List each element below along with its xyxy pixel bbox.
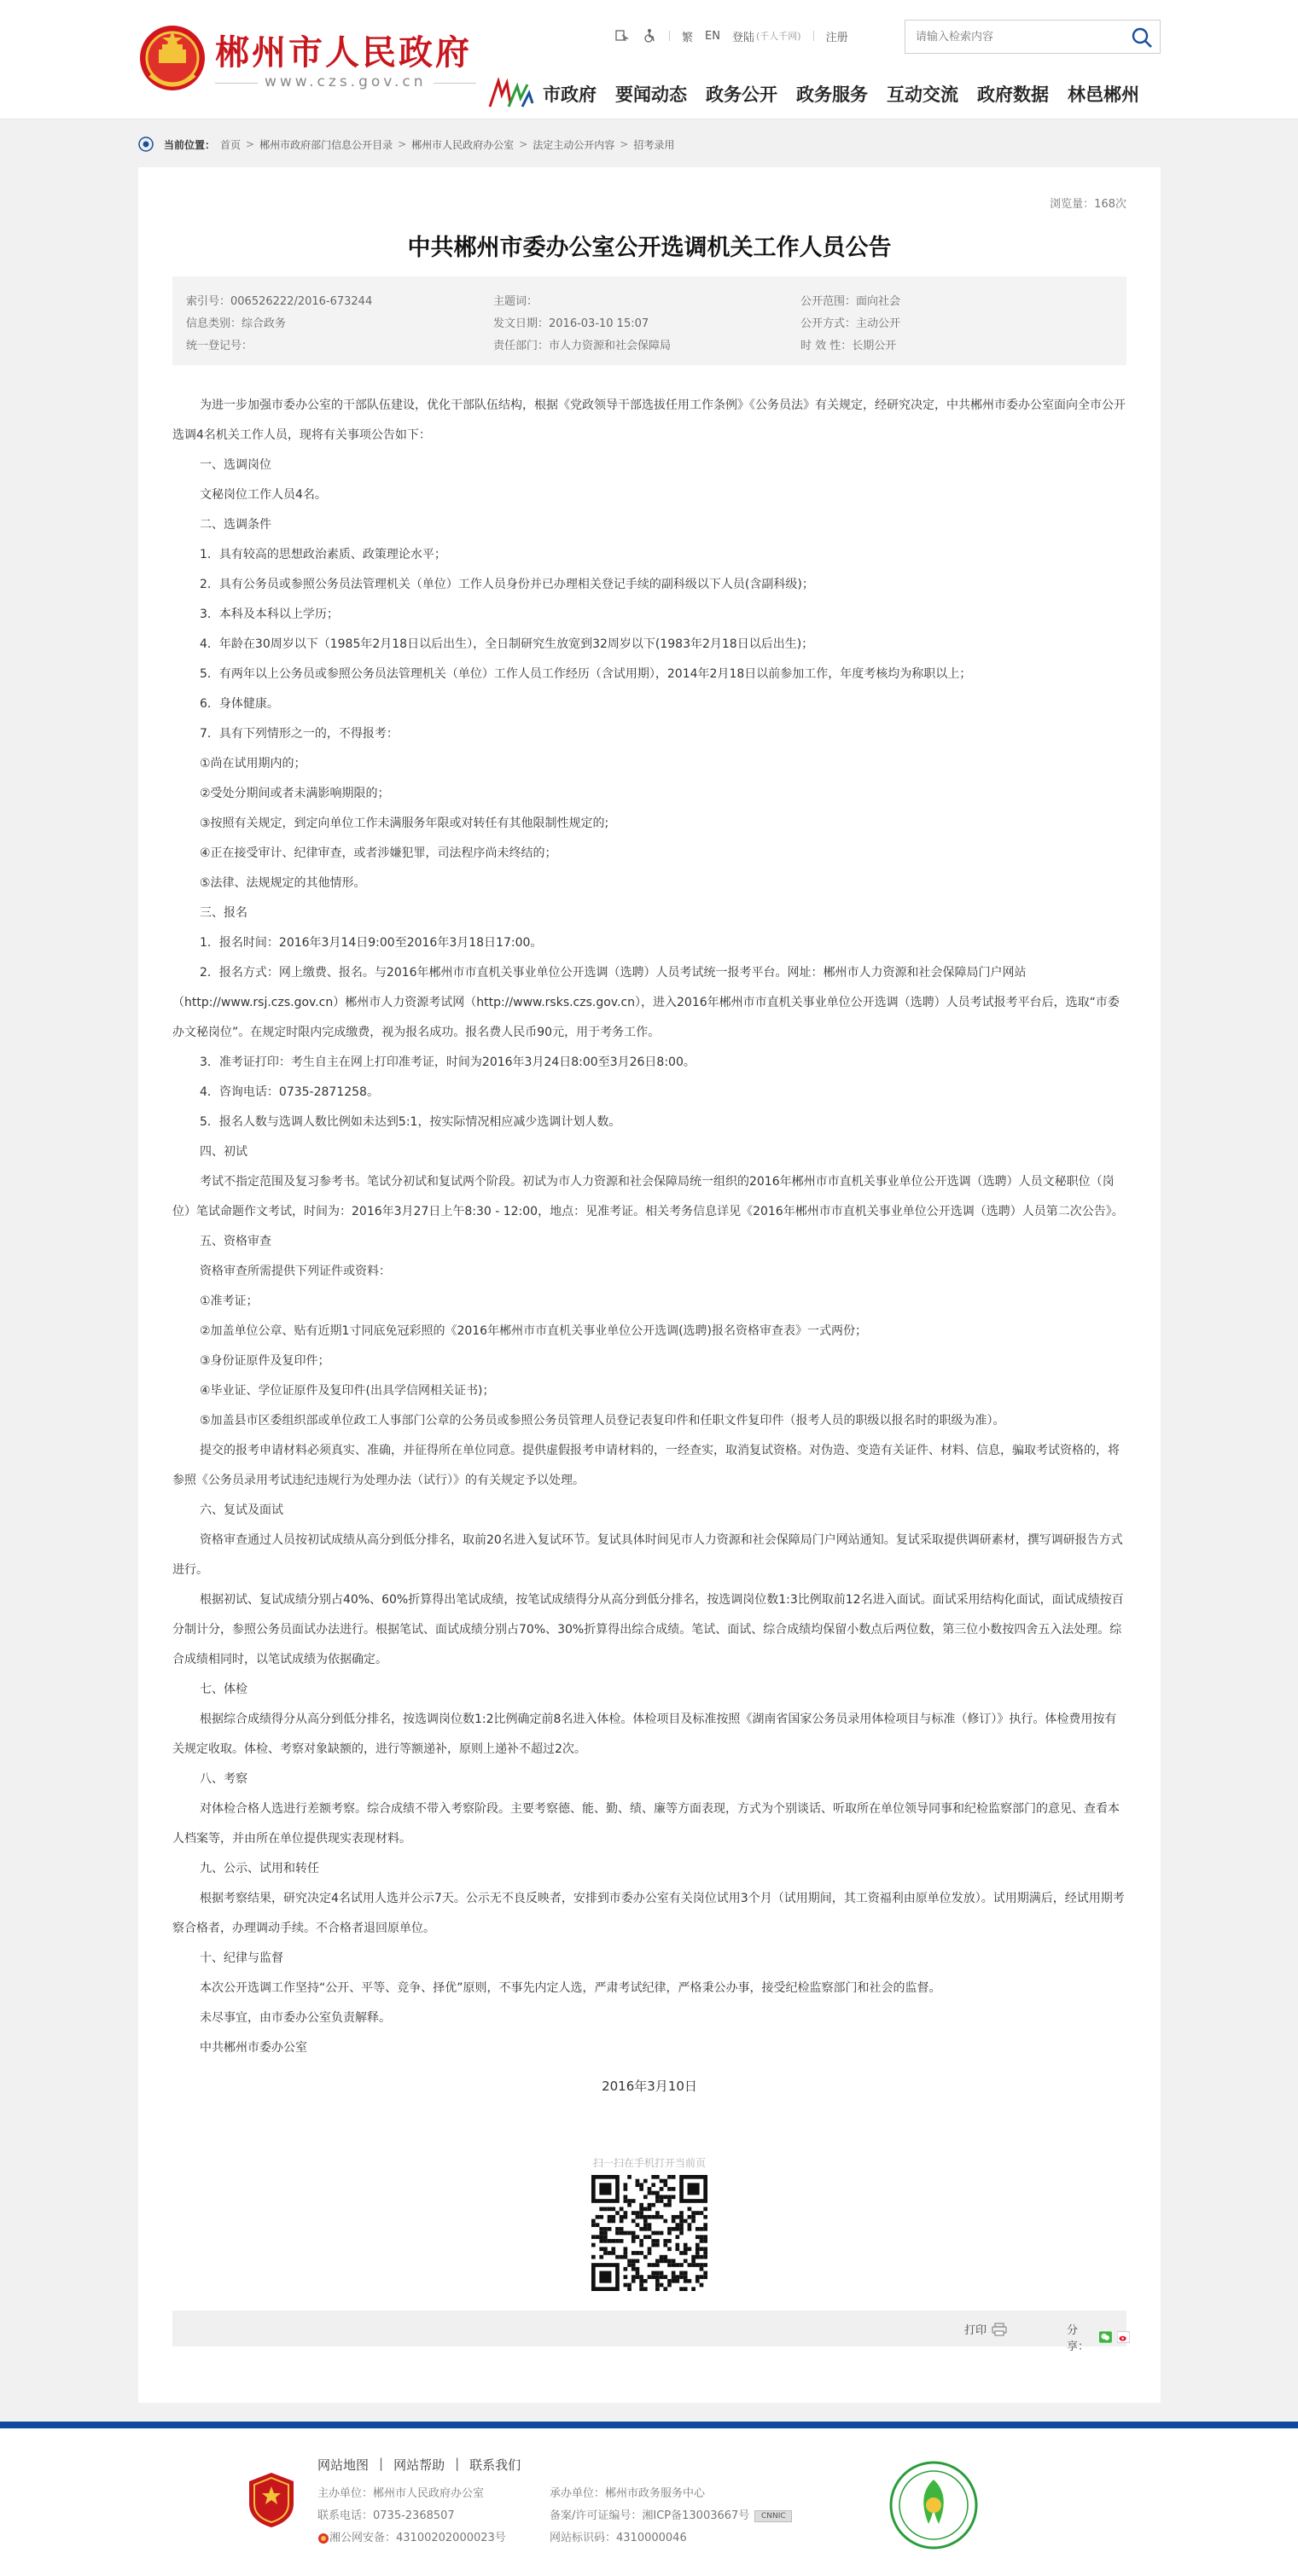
article-paragraph: 5．有两年以上公务员或参照公务员法管理机关（单位）工作人员工作经历（含试用期），2014年2月18日以前参加工作，年度考核均为称职以上； [200, 667, 972, 681]
meta-reg-no: 统一登记号： [186, 340, 253, 352]
party-government-badge-icon[interactable] [246, 2471, 297, 2529]
divider [813, 31, 814, 41]
article-paragraph: 1．具有较高的思想政治素质、政策理论水平； [200, 548, 446, 561]
article-paragraph: 六、复试及面试 [200, 1503, 283, 1517]
share-label: 分享： [1067, 2324, 1090, 2353]
divider [669, 31, 670, 41]
site-footer [0, 2422, 1298, 2576]
article-paragraph: 根据初试、复试成绩分别占40%、60%折算得出笔试成绩，按笔试成绩得分从高分到低分排名，按选调岗位数1:3比例取前12名进入面试。面试采用结构化面试，面试成绩按百分制计分，参照公务员面试办法进行。根据笔试、面试成绩分别占70%、30%折算得出综合成绩。笔试、面试、综合成绩均保留小数点后两位数，第三位小数按四舍五入法处理。综合成绩相同时，以笔试成绩为依据确定。 [172, 1593, 1124, 1666]
english-link[interactable]: EN [705, 29, 720, 43]
footer-police[interactable]: 湘公网安备：43100202000023号 [329, 2532, 506, 2544]
article-paragraph: ③身份证原件及复印件； [200, 1354, 330, 1368]
site-logo[interactable] [138, 20, 480, 99]
search-icon[interactable] [1131, 26, 1153, 49]
nav-city-government[interactable]: 市政府 [543, 84, 597, 105]
article-paragraph: 7．具有下列情形之一的，不得报考： [200, 727, 399, 741]
barrier-free-icon[interactable] [642, 28, 657, 44]
article-paragraph: 4．年龄在30周岁以下（1985年2月18日以后出生），全日制研究生放宽到32周岁以下(1983年2月18日以后出生)； [200, 637, 814, 651]
article-paragraph: ⑤法律、法规规定的其他情形。 [200, 876, 366, 890]
article-paragraph: ⑤加盖县市区委组织部或单位政工人事部门公章的公务员或参照公务员管理人员登记表复印件和任职文件复印件（报考人员的职级以报名时的职级为准）。 [200, 1414, 1005, 1428]
breadcrumb: 当前位置： 首页 > 郴州市政府部门信息公开目录 > 郴州市人民政府办公室 > 法定主动公开内容 > 招考录用 [138, 135, 674, 154]
footer-links: 网站地图 | 网站帮助 | 联系我们 [317, 2456, 521, 2473]
meta-subject: 主题词： [493, 295, 538, 308]
breadcrumb-recruitment[interactable]: 招考录用 [633, 138, 675, 151]
search-box [905, 20, 1161, 54]
qr-caption: 扫一扫在手机打开当前页 [592, 2157, 706, 2169]
nav-gov-data[interactable]: 政府数据 [977, 84, 1049, 105]
meta-category: 信息类别：综合政务 [186, 317, 287, 330]
civilized-unit-seal-icon[interactable] [889, 2461, 978, 2550]
top-links [614, 26, 860, 46]
article-paragraph: ①准考证； [200, 1294, 259, 1308]
article-paragraph: 2．具有公务员或参照公务员法管理机关（单位）工作人员身份并已办理相关登记手续的副科级以下人员(含副科级)； [200, 578, 814, 591]
article-paragraph: 十、纪律与监督 [200, 1951, 283, 1965]
traditional-chinese-link[interactable]: 繁 [682, 31, 694, 44]
article-paragraph: ②受处分期间或者未满影响期限的； [200, 787, 390, 800]
footer-info [317, 2483, 792, 2550]
article-paragraph: 根据综合成绩得分从高分到低分排名，按选调岗位数1:2比例确定前8名进入体检。体检项目及标准按照《湖南省国家公务员录用体检项目与标准（修订）》执行。体检费用按有关规定收取。体检、考察对象缺额的，进行等额递补，原则上递补不超过2次。 [172, 1712, 1117, 1756]
location-pin-icon [138, 137, 154, 152]
print-button[interactable] [964, 2321, 1007, 2337]
article-paragraph: ③按照有关规定，到定向单位工作未满服务年限或对转任有其他限制性规定的; [200, 817, 609, 830]
meta-scope: 公开范围：面向社会 [800, 295, 901, 308]
footer-icp[interactable]: 备案/许可证编号：湘ICP备13003667号 [550, 2509, 750, 2522]
article-paragraph: 资格审查通过人员按初试成绩从高分到低分排名，取前20名进入复试环节。复试具体时间见市人力资源和社会保障局门户网站通知。复试采取提供调研素材，撰写调研报告方式进行。 [172, 1533, 1123, 1577]
national-emblem-icon [138, 24, 207, 94]
article-paragraph: 三、报名 [200, 906, 247, 920]
article-paragraph: 一、选调岗位 [200, 458, 271, 472]
meta-method: 公开方式：主动公开 [800, 317, 901, 330]
footer-host: 主办单位：郴州市人民政府办公室 [317, 2487, 485, 2500]
view-count: 浏览量：168次 [1050, 198, 1126, 211]
login-label: 登陆 [731, 31, 754, 44]
article-body [172, 391, 1126, 2102]
article-paragraph: 七、体检 [200, 1683, 247, 1696]
article-paragraph: 6．身体健康。 [200, 697, 279, 711]
print-label: 打印 [964, 2324, 987, 2337]
article-paragraph: 资格审查所需提供下列证件或资料： [200, 1265, 391, 1278]
footer-sitemap-link[interactable]: 网站地图 [317, 2457, 370, 2473]
article-meta [172, 276, 1126, 365]
article-paragraph: 未尽事宜，由市委办公室负责解释。 [200, 2011, 391, 2025]
article-paragraph: 四、初试 [200, 1145, 247, 1159]
article-container [138, 167, 1161, 2403]
article-paragraph: 八、考察 [200, 1772, 247, 1786]
breadcrumb-statutory-content[interactable]: 法定主动公开内容 [533, 138, 615, 151]
breadcrumb-label: 当前位置： [164, 138, 216, 151]
article-paragraph: 五、资格审查 [200, 1235, 271, 1248]
footer-help-link[interactable]: 网站帮助 [393, 2457, 445, 2473]
article-paragraph: ①尚在试用期内的； [200, 757, 306, 770]
article-paragraph: 提交的报考申请材料必须真实、准确，并征得所在单位同意。提供虚假报考申请材料的，一经查实，取消复试资格。对伪造、变造有关证件、材料、信息，骗取考试资格的，将参照《公务员录用考试违纪违规行为处理办法（试行）》的有关规定予以处理。 [172, 1444, 1120, 1487]
article-sign-date: 2016年3月10日 [602, 2079, 697, 2094]
site-url: www.czs.gov.cn [265, 73, 427, 90]
meta-date: 发文日期：2016-03-10 15:07 [493, 317, 649, 330]
qr-code-icon [591, 2175, 707, 2291]
register-link[interactable]: 注册 [825, 31, 848, 44]
article-paragraph: ②加盖单位公章、贴有近期1寸同底免冠彩照的《2016年郴州市市直机关事业单位公开选调(选聘)报名资格审查表》一式两份； [200, 1324, 868, 1338]
nav-gov-services[interactable]: 政务服务 [796, 84, 868, 105]
article-paragraph: 2．报名方式：网上缴费、报名。与2016年郴州市市直机关事业单位公开选调（选聘）人员考试统一报考平台。网址：郴州市人力资源和社会保障局门户网站（http://www.rsj.czs.gov.cn）郴州市人力资源考试网（http://www.rsks.czs.gov.cn），进入2016年郴州市市直机关事业单位公开选调（选聘）人员考试报考平台后，选取“市委办文秘岗位”。在规定时限内完成缴费，视为报名成功。报名费人民币90元，用于考务工作。 [172, 966, 1120, 1039]
article-paragraph: 文秘岗位工作人员4名。 [200, 488, 327, 502]
wechat-icon[interactable] [1099, 2330, 1112, 2344]
article-paragraph: 根据考察结果，研究决定4名试用人选并公示7天。公示无不良反映者，安排到市委办公室有关岗位试用3个月（试用期间，其工资福利由原单位发放）。试用期满后，经试用期考察合格者，办理调动手续。不合格者退回原单位。 [172, 1892, 1125, 1935]
breadcrumb-gov-office[interactable]: 郴州市人民政府办公室 [411, 138, 515, 151]
article-paragraph: 3．本科及本科以上学历； [200, 608, 339, 621]
main-nav [488, 77, 1139, 111]
nav-decoration-icon [488, 78, 534, 110]
nav-interaction[interactable]: 互动交流 [887, 84, 958, 105]
meta-index-no: 索引号：006526222/2016-673244 [186, 295, 373, 308]
weibo-icon[interactable] [1117, 2330, 1130, 2344]
article-paragraph: 1．报名时间：2016年3月14日9:00至2016年3月18日17:00。 [200, 936, 543, 950]
article-title: 中共郴州市委办公室公开选调机关工作人员公告 [407, 235, 892, 261]
breadcrumb-home[interactable]: 首页 [220, 138, 242, 151]
qr-section [138, 2155, 1161, 2291]
footer-phone: 联系电话：0735-2368507 [317, 2509, 455, 2522]
footer-operator: 承办单位：郴州市政务服务中心 [550, 2487, 706, 2500]
article-paragraph: ④正在接受审计、纪律审查，或者涉嫌犯罪，司法程序尚未终结的； [200, 846, 557, 860]
article-paragraph: 为进一步加强市委办公室的干部队伍建设，优化干部队伍结构，根据《党政领导干部选拔任用工作条例》《公务员法》有关规定，经研究决定，中共郴州市委办公室面向全市公开选调4名机关工作人员，现将有关事项公告如下： [172, 398, 1126, 442]
icp-logo-icon: CNNIC [754, 2510, 792, 2522]
accessibility-icon[interactable] [614, 28, 630, 44]
breadcrumb-disclosure-catalog[interactable]: 郴州市政府部门信息公开目录 [259, 138, 393, 151]
nav-gov-disclosure[interactable]: 政务公开 [706, 84, 777, 105]
nav-linyi-chenzhou[interactable]: 林邑郴州 [1068, 84, 1139, 105]
footer-site-code: 网站标识码：4310000046 [550, 2532, 687, 2544]
login-link[interactable] [732, 28, 801, 44]
article-paragraph: ④毕业证、学位证原件及复印件(出具学信网相关证书)； [200, 1384, 495, 1398]
article-paragraph: 中共郴州市委办公室 [200, 2041, 307, 2055]
article-paragraph: 3．准考证打印：考生自主在网上打印准考证，时间为2016年3月24日8:00至3月26日8:00。 [200, 1055, 696, 1069]
article-paragraph: 考试不指定范围及复习参考书。笔试分初试和复试两个阶段。初试为市人力资源和社会保障局统一组织的2016年郴州市市直机关事业单位公开选调（选聘）人员文秘职位（岗位）笔试命题作文考试，时间为：2016年3月27日上午8:30 - 12:00，地点：见准考证。相关考务信息详见《2016年郴州市市直机关事业单位公开选调（选聘）人员第二次公告》。 [172, 1175, 1124, 1218]
footer-contact-link[interactable]: 联系我们 [469, 2457, 521, 2473]
site-header [0, 0, 1298, 119]
article-paragraph: 本次公开选调工作坚持“公开、平等、竞争、择优”原则，不事先内定人选，严肃考试纪律，严格秉公办事，接受纪检监察部门和社会的监督。 [200, 1981, 941, 1995]
article-paragraph: 九、公示、试用和转任 [200, 1862, 319, 1875]
nav-news[interactable]: 要闻动态 [615, 84, 687, 105]
login-note: (千人千网) [755, 31, 801, 42]
printer-icon [992, 2323, 1007, 2336]
police-badge-icon [317, 2532, 329, 2544]
article-paragraph: 4．咨询电话：0735-2871258。 [200, 1085, 379, 1099]
share-group [1067, 2321, 1130, 2353]
meta-department: 责任部门：市人力资源和社会保障局 [493, 340, 672, 352]
article-paragraph: 对体检合格人选进行差额考察。综合成绩不带入考察阶段。主要考察德、能、勤、绩、廉等方面表现，方式为个别谈话、听取所在单位领导同事和纪检监察部门的意见、查看本人档案等，并由所在单位提供现实表现材料。 [172, 1802, 1120, 1846]
share-bar [172, 2311, 1126, 2353]
meta-validity: 时 效 性：长期公开 [800, 340, 897, 352]
search-input[interactable] [905, 20, 1110, 53]
article-paragraph: 5．报名人数与选调人数比例如未达到5:1，按实际情况相应减少选调计划人数。 [200, 1115, 621, 1129]
article-paragraph: 二、选调条件 [200, 518, 271, 532]
site-name: 郴州市人民政府 [215, 32, 472, 73]
